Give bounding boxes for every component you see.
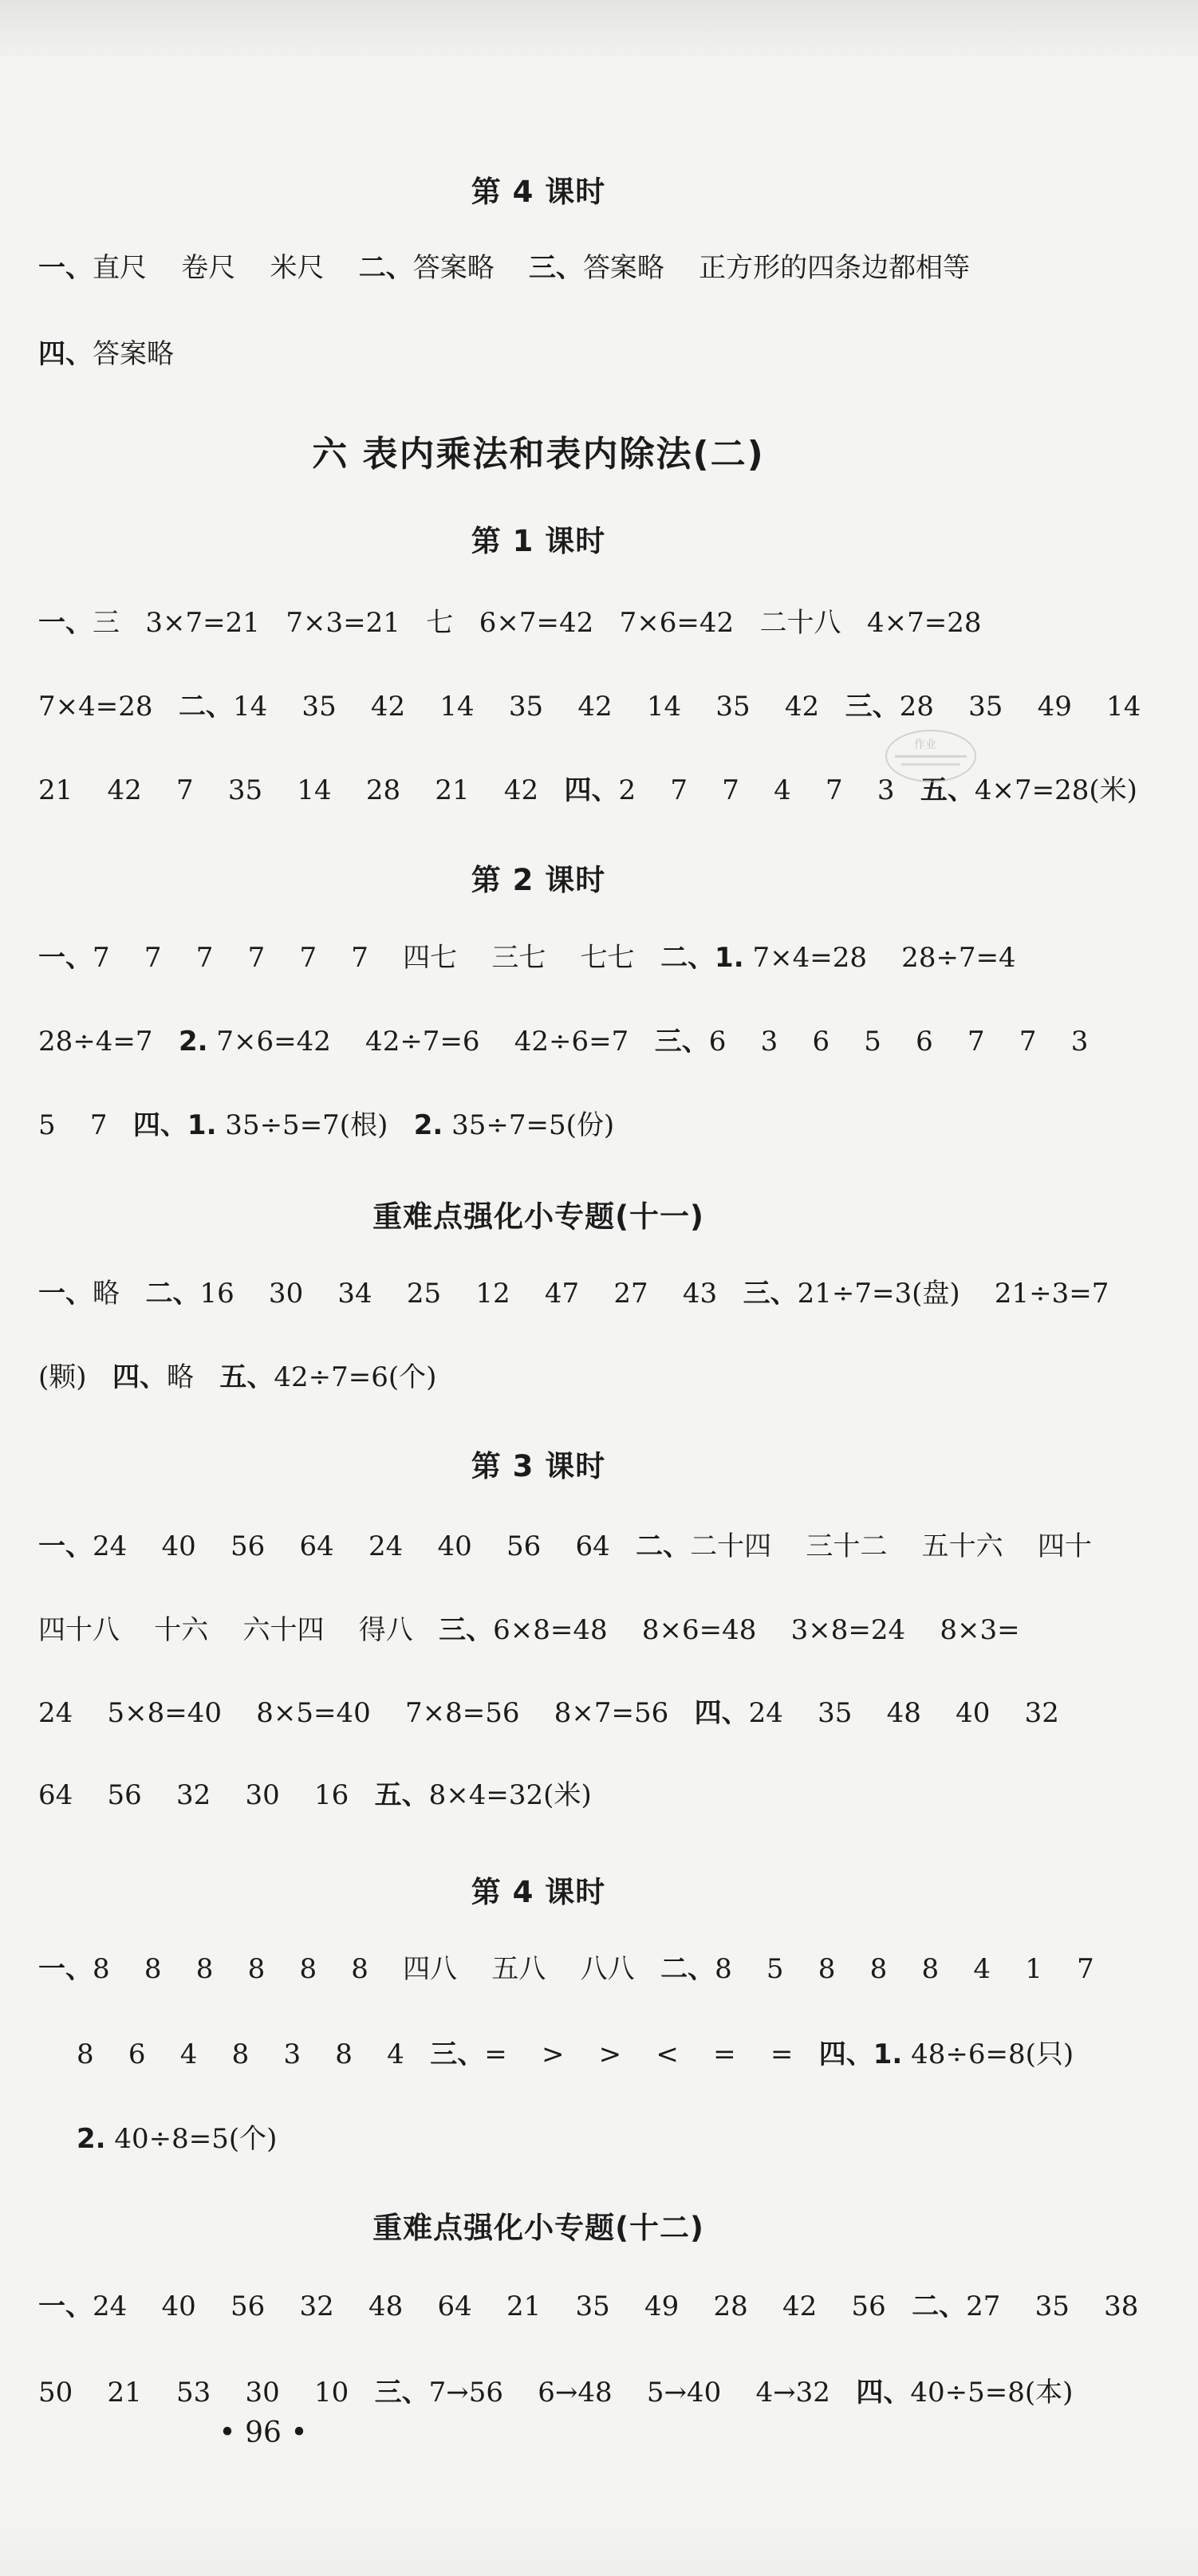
item-marker: 四、1.: [818, 2038, 903, 2070]
answer-line: [38, 249, 1091, 287]
answer-line: [38, 1358, 1091, 1396]
item-marker: 一、: [38, 942, 93, 974]
answer-text: = > > < = =: [484, 2038, 819, 2070]
item-marker: 四、: [112, 1361, 167, 1393]
stamp-text: 作业: [914, 739, 936, 751]
answer-text: 略: [166, 1361, 220, 1393]
answer-text: 48÷6=8(只): [902, 2038, 1074, 2070]
stamp-line: [895, 755, 967, 758]
item-marker: 一、: [38, 1278, 93, 1310]
answer-text: 6×8=48 8×6=48 3×8=24 8×3=: [493, 1614, 1020, 1646]
answer-line: [38, 1776, 1091, 1814]
item-marker: 一、: [38, 1953, 93, 1985]
item-marker: 二、1.: [660, 942, 744, 974]
answer-text: (颗): [38, 1361, 112, 1393]
scan-edge: [0, 0, 1198, 56]
page-number: • 96 •: [219, 2416, 308, 2449]
item-marker: 三、: [528, 252, 583, 284]
answer-text: 7→56 6→48 5→40 4→32: [428, 2377, 857, 2409]
answer-text: 50 21 53 30 10: [38, 2377, 375, 2409]
item-marker: 四、1.: [132, 1109, 217, 1141]
section-title: 第 4 课时: [471, 175, 606, 209]
answer-text: 答案略: [93, 338, 174, 370]
item-marker: 二、: [358, 252, 413, 284]
answer-text: 8 8 8 8 8 8 四八 五八 八八: [93, 1953, 661, 1985]
answer-text: 24 40 56 32 48 64 21 35 49 28 42 56: [93, 2290, 912, 2322]
answer-text: 8 6 4 8 3 8 4: [77, 2038, 431, 2070]
answer-line: [38, 1106, 1091, 1144]
item-marker: 三、: [374, 2377, 429, 2409]
answer-text: 24 35 48 40 32: [748, 1697, 1059, 1729]
item-marker: 一、: [38, 2290, 93, 2322]
answer-line: [77, 2120, 1129, 2158]
item-marker: 2.: [178, 1026, 208, 1058]
chapter-title: 六 表内乘法和表内除法(二): [312, 434, 765, 475]
item-marker: 四、: [856, 2377, 911, 2409]
answer-text: 略: [93, 1278, 146, 1310]
answer-text: 6 3 6 5 6 7 7 3: [708, 1026, 1089, 1058]
item-marker: 四、: [694, 1697, 749, 1729]
answer-text: 7×4=28: [38, 691, 179, 723]
answer-text: 35÷7=5(份): [443, 1109, 615, 1141]
answer-text: 7 7 7 7 7 7 四七 三七 七七: [93, 942, 661, 974]
answer-text: 答案略: [412, 252, 529, 284]
answer-line: [38, 939, 1091, 977]
answer-text: 21 42 7 35 14 28 21 42: [38, 774, 565, 806]
item-marker: 四、: [38, 338, 93, 370]
answer-text: 8 5 8 8 8 4 1 7: [715, 1953, 1094, 1985]
section-title: 重难点强化小专题(十二): [372, 2211, 704, 2245]
answer-text: 2 7 7 4 7 3: [618, 774, 920, 806]
answer-line: [38, 1274, 1109, 1313]
item-marker: 二、: [636, 1530, 691, 1562]
item-marker: 三、: [743, 1278, 798, 1310]
answer-text: 四十八 十六 六十四 得八: [38, 1614, 439, 1646]
item-marker: 二、: [660, 1953, 715, 1985]
item-marker: 一、: [38, 1530, 93, 1562]
answer-text: 7×4=28 28÷7=4: [743, 942, 1016, 974]
item-marker: 三、: [439, 1614, 494, 1646]
answer-text: 三 3×7=21 7×3=21 七 6×7=42 7×6=42 二十八 4×7=28: [93, 607, 982, 639]
answer-text: 14 35 42 14 35 42 14 35 42: [232, 691, 845, 723]
answer-line: [38, 2287, 1139, 2326]
answer-line: [38, 2373, 1091, 2412]
answer-line: [38, 1950, 1094, 1988]
section-title: 第 3 课时: [471, 1449, 606, 1483]
answer-line: [38, 1022, 1091, 1061]
item-marker: 一、: [38, 252, 93, 284]
answer-text: 35÷5=7(根): [216, 1109, 414, 1141]
item-marker: 三、: [845, 691, 900, 723]
answer-text: 24 5×8=40 8×5=40 7×8=56 8×7=56: [38, 1697, 695, 1729]
answer-text: 40÷8=5(个): [105, 2123, 278, 2155]
answer-line: [77, 2035, 1129, 2074]
answer-text: 24 40 56 64 24 40 56 64: [93, 1530, 636, 1562]
answer-text: 28 35 49 14: [899, 691, 1141, 723]
item-marker: 二、: [912, 2290, 967, 2322]
answer-text: 直尺 卷尺 米尺: [93, 252, 359, 284]
section-title: 第 4 课时: [471, 1875, 606, 1909]
item-marker: 2.: [413, 1109, 443, 1141]
answer-line: [38, 604, 1091, 642]
item-marker: 二、: [178, 691, 233, 723]
answer-line: [38, 1694, 1091, 1732]
item-marker: 五、: [374, 1779, 429, 1811]
item-marker: 一、: [38, 607, 93, 639]
answer-text: 40÷5=8(本): [910, 2377, 1074, 2409]
answer-line: [38, 1611, 1091, 1649]
answer-text: 4×7=28(米): [974, 774, 1137, 806]
section-title: 重难点强化小专题(十一): [372, 1199, 704, 1234]
item-marker: 2.: [77, 2123, 106, 2155]
answer-text: 21÷7=3(盘) 21÷3=7: [797, 1278, 1109, 1310]
item-marker: 三、: [654, 1026, 709, 1058]
answer-text: 42÷7=6(个): [274, 1361, 437, 1393]
answer-text: 64 56 32 30 16: [38, 1779, 375, 1811]
item-marker: 五、: [219, 1361, 274, 1393]
item-marker: 四、: [564, 774, 619, 806]
answer-line: [38, 687, 1141, 726]
stamp-watermark: [885, 730, 976, 782]
answer-text: 27 35 38: [966, 2290, 1139, 2322]
item-marker: 三、: [430, 2038, 485, 2070]
answer-text: 5 7: [38, 1109, 133, 1141]
answer-line: [38, 1527, 1091, 1566]
item-marker: 五、: [920, 774, 975, 806]
answer-text: 二十四 三十二 五十六 四十: [690, 1530, 1092, 1562]
answer-text: 答案略 正方形的四条边都相等: [582, 252, 971, 284]
answer-text: 28÷4=7: [38, 1026, 179, 1058]
section-title: 第 2 课时: [471, 863, 606, 897]
answer-text: 16 30 34 25 12 47 27 43: [199, 1278, 743, 1310]
item-marker: 二、: [145, 1278, 200, 1310]
answer-line: [38, 335, 1091, 373]
section-title: 第 1 课时: [471, 524, 606, 558]
answer-text: 8×4=32(米): [428, 1779, 592, 1811]
answer-text: 7×6=42 42÷7=6 42÷6=7: [207, 1026, 655, 1058]
stamp-line: [901, 763, 960, 766]
